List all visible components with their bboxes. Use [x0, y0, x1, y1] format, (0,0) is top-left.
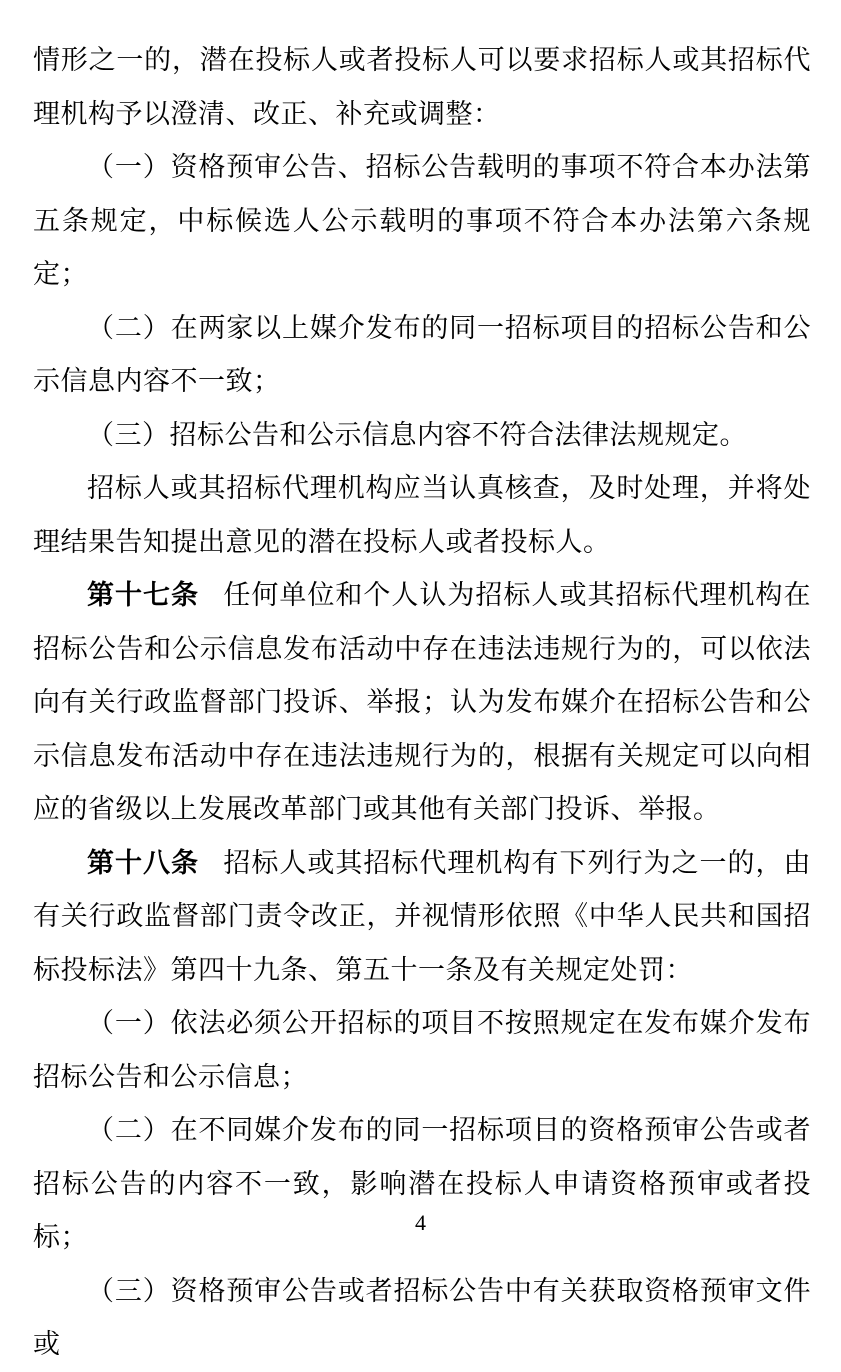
paragraph-text: （三）招标公告和公示信息内容不符合法律法规规定。 — [87, 419, 747, 451]
paragraph-article18-clause-2 — [33, 1104, 811, 1265]
article-title: 第十七条 — [87, 580, 200, 611]
paragraph-text: （二）在不同媒介发布的同一招标项目的资格预审公告或者招标公告的内容不一致，影响潜在投标人申请资格预审或者投标； — [33, 1115, 811, 1253]
paragraph-clause-2 — [33, 302, 811, 409]
article-text: 招标人或其招标代理机构有下列行为之一的，由有关行政监督部门责令改正，并视情形依照《中华人民共和国招标投标法》第四十九条、第五十一条及有关规定处罚： — [33, 847, 812, 986]
paragraph-text: 情形之一的，潜在投标人或者投标人可以要求招标人或其招标代理机构予以澄清、改正、补充或调整： — [33, 45, 811, 130]
page-number: 4 — [415, 1210, 426, 1235]
paragraph-article18-clause-3 — [33, 1265, 811, 1372]
paragraph-text: （三）资格预审公告或者招标公告中有关获取资格预审文件或 — [33, 1275, 811, 1360]
paragraph-verification — [33, 462, 811, 569]
article-title: 第十八条 — [87, 847, 200, 879]
paragraph-continuation — [33, 34, 811, 141]
paragraph-article18-clause-1 — [33, 997, 811, 1104]
paragraph-text: （二）在两家以上媒介发布的同一招标项目的招标公告和公示信息内容不一致； — [33, 312, 811, 397]
paragraph-text: 招标人或其招标代理机构应当认真核查，及时处理，并将处理结果告知提出意见的潜在投标人或者投标人。 — [33, 473, 811, 558]
paragraph-text: （一）依法必须公开招标的项目不按照规定在发布媒介发布招标公告和公示信息； — [33, 1008, 811, 1093]
paragraph-text: （一）资格预审公告、招标公告载明的事项不符合本办法第五条规定，中标候选人公示载明的事项不符合本办法第六条规定； — [33, 152, 811, 290]
paragraph-clause-1 — [33, 141, 811, 302]
article-17 — [33, 569, 811, 837]
article-text: 任何单位和个人认为招标人或其招标代理机构在招标公告和公示信息发布活动中存在违法违规行为的，可以依法向有关行政监督部门投诉、举报；认为发布媒介在招标公告和公示信息发布活动中存在违法违规行为的，根据有关规定可以向相应的省级以上发展改革部门或其他有关部门投诉、举报。 — [33, 580, 812, 825]
paragraph-clause-3 — [33, 409, 811, 463]
document-body — [33, 34, 811, 1372]
article-18 — [33, 837, 811, 998]
